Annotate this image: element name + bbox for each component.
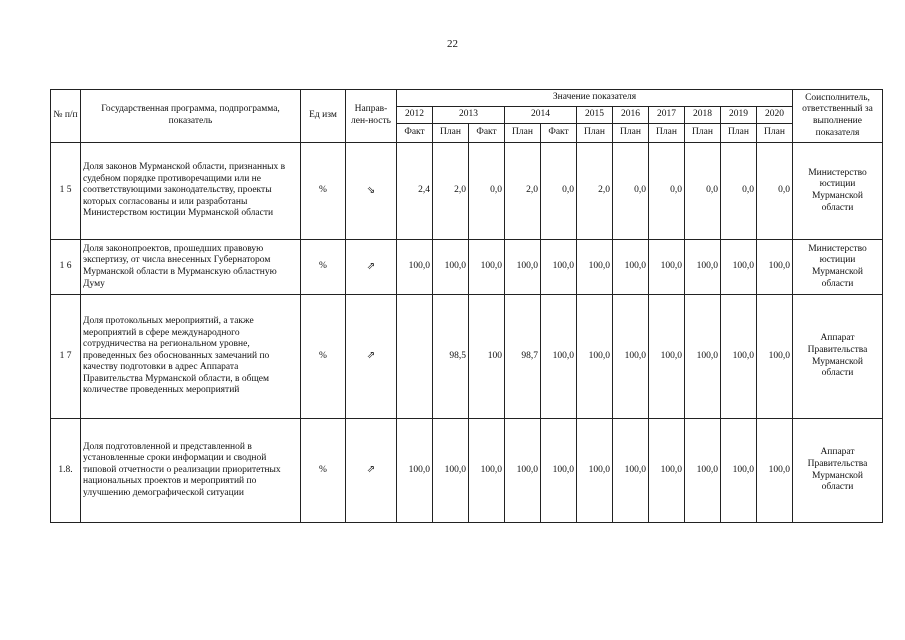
indicator-name: Доля законопроектов, прошедших правовую экспертизу, от числа внесенных Губернатором Мурманской области в Мурманскую областную Думу <box>81 240 301 295</box>
value-cell: 100,0 <box>613 295 649 419</box>
header-num: № п/п <box>51 90 81 143</box>
header-year: 2012 <box>397 107 433 124</box>
responsible-cell: Аппарат Правительства Мурманской области <box>793 419 883 523</box>
header-unit: Ед изм <box>301 90 346 143</box>
value-cell: 100,0 <box>649 240 685 295</box>
table-row <box>51 295 883 419</box>
value-cell: 100,0 <box>721 419 757 523</box>
value-cell <box>397 295 433 419</box>
value-cell: 2,4 <box>397 143 433 240</box>
value-cell: 100,0 <box>685 419 721 523</box>
value-cell: 2,0 <box>433 143 469 240</box>
direction-cell <box>346 419 397 523</box>
arrow-up-icon: ⇗ <box>366 350 376 362</box>
direction-cell <box>346 143 397 240</box>
value-cell: 100,0 <box>577 295 613 419</box>
value-cell: 100,0 <box>613 419 649 523</box>
header-value-type: Факт <box>397 124 433 143</box>
responsible-cell: Министерство юстиции Мурманской области <box>793 143 883 240</box>
header-year: 2013 <box>433 107 505 124</box>
header-value-type: Факт <box>469 124 505 143</box>
header-year: 2017 <box>649 107 685 124</box>
value-cell: 100,0 <box>469 419 505 523</box>
header-value-type: План <box>757 124 793 143</box>
value-cell: 2,0 <box>505 143 541 240</box>
value-cell: 100,0 <box>505 419 541 523</box>
value-cell: 0,0 <box>613 143 649 240</box>
indicator-name: Доля подготовленной и представленной в установленные сроки информации и сводной типовой отчетности о реализации приоритетных национальных проектов и мероприятий по улучшению демографической ситуации <box>81 419 301 523</box>
header-responsible: Соисполнитель, ответственный за выполнение показателя <box>793 90 883 143</box>
table-row <box>51 419 883 523</box>
header-year: 2016 <box>613 107 649 124</box>
header-year: 2019 <box>721 107 757 124</box>
value-cell: 100,0 <box>649 419 685 523</box>
arrow-up-icon: ⇗ <box>366 260 376 272</box>
header-year: 2014 <box>505 107 577 124</box>
page-number: 22 <box>447 38 458 50</box>
value-cell: 100,0 <box>721 295 757 419</box>
value-cell: 0,0 <box>649 143 685 240</box>
header-value-type: План <box>613 124 649 143</box>
table-row <box>51 143 883 240</box>
value-cell: 100,0 <box>685 240 721 295</box>
header-program: Государственная программа, подпрограмма, показатель <box>81 90 301 143</box>
value-cell: 98,7 <box>505 295 541 419</box>
row-num: 1 6 <box>51 240 81 295</box>
value-cell: 100,0 <box>397 240 433 295</box>
header-year: 2018 <box>685 107 721 124</box>
value-cell: 100,0 <box>541 295 577 419</box>
unit-cell: % <box>301 143 346 240</box>
value-cell: 100 <box>469 295 505 419</box>
header-value-type: Факт <box>541 124 577 143</box>
value-cell: 100,0 <box>649 295 685 419</box>
header-value-type: План <box>721 124 757 143</box>
header-value-type: План <box>577 124 613 143</box>
value-cell: 100,0 <box>505 240 541 295</box>
table-row <box>51 240 883 295</box>
header-value-type: План <box>505 124 541 143</box>
value-cell: 100,0 <box>541 240 577 295</box>
value-cell: 2,0 <box>577 143 613 240</box>
value-cell: 0,0 <box>541 143 577 240</box>
arrow-down-icon: ⇘ <box>366 184 376 196</box>
direction-cell <box>346 240 397 295</box>
value-cell: 100,0 <box>721 240 757 295</box>
header-value-type: План <box>685 124 721 143</box>
value-cell: 100,0 <box>469 240 505 295</box>
value-cell: 100,0 <box>397 419 433 523</box>
value-cell: 0,0 <box>757 143 793 240</box>
header-year: 2015 <box>577 107 613 124</box>
value-cell: 98,5 <box>433 295 469 419</box>
row-num: 1 7 <box>51 295 81 419</box>
value-cell: 100,0 <box>757 419 793 523</box>
value-cell: 0,0 <box>469 143 505 240</box>
indicator-name: Доля протокольных мероприятий, а также мероприятий в сфере международного сотрудничества на региональном уровне, проведенных без обоснованных замечаний по качеству подготовки в адрес Аппарата Правительства Мурманской области, в общем количестве проведенных мероприятий <box>81 295 301 419</box>
unit-cell: % <box>301 419 346 523</box>
value-cell: 100,0 <box>433 419 469 523</box>
value-cell: 0,0 <box>685 143 721 240</box>
value-cell: 100,0 <box>541 419 577 523</box>
header-value-type: План <box>433 124 469 143</box>
value-cell: 100,0 <box>577 240 613 295</box>
value-cell: 100,0 <box>613 240 649 295</box>
unit-cell: % <box>301 240 346 295</box>
value-cell: 0,0 <box>721 143 757 240</box>
indicators-table <box>50 89 883 523</box>
value-cell: 100,0 <box>757 295 793 419</box>
row-num: 1 5 <box>51 143 81 240</box>
value-cell: 100,0 <box>685 295 721 419</box>
arrow-up-icon: ⇗ <box>366 464 376 476</box>
header-values-group: Значение показателя <box>397 90 793 107</box>
value-cell: 100,0 <box>433 240 469 295</box>
header-direction: Направ-лен-ность <box>346 90 397 143</box>
header-year: 2020 <box>757 107 793 124</box>
value-cell: 100,0 <box>577 419 613 523</box>
responsible-cell: Аппарат Правительства Мурманской области <box>793 295 883 419</box>
unit-cell: % <box>301 295 346 419</box>
responsible-cell: Министерство юстиции Мурманской области <box>793 240 883 295</box>
table-header <box>51 90 883 143</box>
direction-cell <box>346 295 397 419</box>
value-cell: 100,0 <box>757 240 793 295</box>
header-value-type: План <box>649 124 685 143</box>
row-num: 1.8. <box>51 419 81 523</box>
indicator-name: Доля законов Мурманской области, признанных в судебном порядке противоречащими или не соответствующими законодательству, проекты которых согласованы и или разработаны Министерством юстиции Мурманской области <box>81 143 301 240</box>
